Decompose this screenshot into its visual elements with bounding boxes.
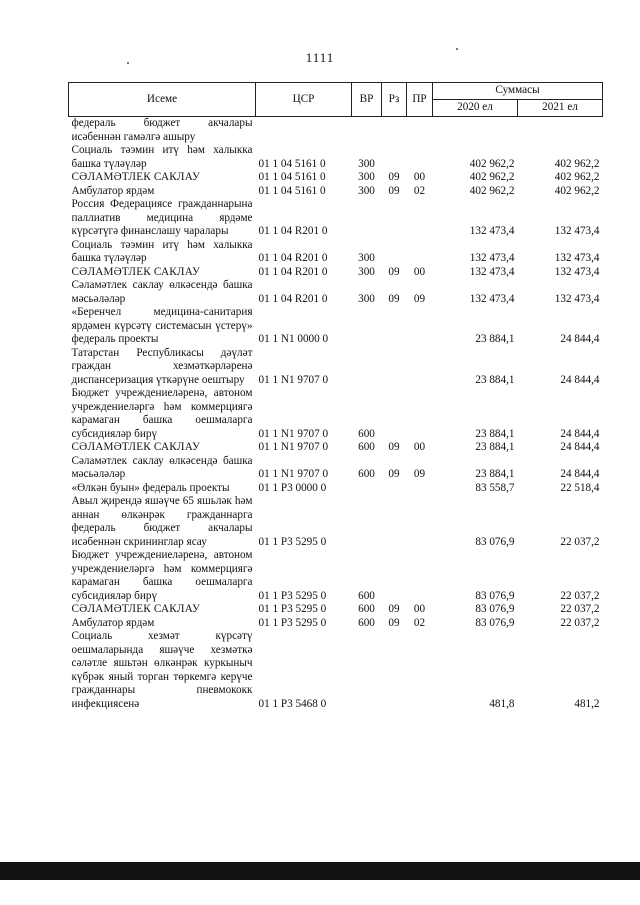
table-row [69, 630, 603, 711]
cell-2020: 481,8 [489, 697, 515, 710]
cell-pr [407, 495, 433, 549]
cell-2020 [433, 117, 518, 145]
cell-2020: 132 473,4 [469, 292, 515, 305]
cell-pr [407, 144, 433, 171]
cell-csr: 01 1 04 R201 0 [258, 252, 328, 264]
scan-bottom-bar [0, 862, 640, 880]
cell-name: СӘЛАМӘТЛЕК САКЛАУ [71, 171, 201, 183]
table-row [69, 455, 603, 482]
cell-rz: 09 [388, 441, 400, 453]
cell-csr: 01 1 04 R201 0 [258, 292, 328, 305]
cell-2021: 22 037,2 [560, 535, 600, 548]
cell-2020: 402 962,2 [469, 157, 515, 170]
cell-pr [407, 630, 433, 711]
cell-csr [256, 117, 352, 145]
cell-name: СӘЛАМӘТЛЕК САКЛАУ [71, 603, 201, 615]
cell-name: Социаль тәэмин итү һәм халыкка башка түләүләр [71, 144, 253, 170]
cell-2021: 22 037,2 [560, 616, 600, 629]
cell-vr: 600 [358, 468, 375, 480]
cell-2020: 83 076,9 [475, 616, 515, 629]
cell-name: Сәламәтлек саклау өлкәсендә башка мәсьәләләр [71, 454, 253, 480]
cell-2021: 22 037,2 [560, 589, 600, 602]
cell-name: СӘЛАМӘТЛЕК САКЛАУ [71, 265, 201, 278]
cell-2021: 24 844,4 [560, 373, 600, 386]
table-row [69, 117, 603, 145]
cell-rz [382, 549, 407, 603]
cell-csr: 01 1 04 5161 0 [258, 157, 326, 170]
table-row [69, 144, 603, 171]
cell-2021: 22 518,4 [560, 481, 600, 494]
table-row [69, 441, 603, 455]
cell-rz: 09 [388, 603, 400, 615]
table-row [69, 279, 603, 306]
cell-2021: 132 473,4 [554, 225, 600, 237]
table-row [69, 239, 603, 266]
cell-csr: 01 1 N1 9707 0 [258, 468, 329, 480]
cell-2021: 132 473,4 [554, 265, 600, 278]
cell-pr [407, 549, 433, 603]
cell-2020: 83 076,9 [475, 535, 515, 548]
cell-csr: 01 1 P3 5468 0 [258, 697, 327, 710]
cell-rz: 09 [388, 265, 400, 278]
cell-csr: 01 1 04 R201 0 [258, 265, 328, 278]
cell-pr: 02 [413, 184, 426, 197]
header-sums: Суммасы [433, 83, 603, 100]
cell-vr: 600 [358, 441, 375, 453]
table-row [69, 185, 603, 199]
cell-pr [407, 482, 433, 496]
cell-vr: 300 [358, 171, 375, 183]
cell-csr: 01 1 P3 5295 0 [258, 589, 327, 602]
header-year-2021: 2021 ел [518, 100, 603, 117]
cell-rz: 09 [388, 184, 400, 197]
table-row [69, 171, 603, 185]
cell-2020: 23 884,1 [475, 333, 515, 345]
cell-vr [352, 306, 382, 347]
cell-name: Россия Федерациясе гражданнарына паллиатив медицина ярдәме күрсәтүгә финанслашу чаралары [71, 198, 253, 237]
cell-pr: 00 [413, 265, 426, 278]
cell-csr: 01 1 N1 9707 0 [258, 427, 329, 440]
cell-pr [407, 387, 433, 441]
cell-2021: 481,2 [574, 697, 600, 710]
cell-2021 [518, 117, 603, 145]
cell-pr [407, 347, 433, 388]
table-row [69, 495, 603, 549]
cell-name: Сәламәтлек саклау өлкәсендә башка мәсьәләләр [71, 279, 253, 305]
cell-2021: 24 844,4 [560, 441, 600, 453]
cell-name: «Беренчел медицина-санитария ярдәмен күрсәтү системасын үстерү» федераль проекты [71, 306, 253, 345]
cell-vr: 600 [358, 603, 375, 615]
cell-vr: 600 [358, 589, 375, 602]
cell-rz [382, 482, 407, 496]
table-row [69, 306, 603, 347]
cell-pr: 09 [413, 468, 426, 480]
cell-name: федераль бюджет акчалары исәбеннән гамәлгә ашыру [71, 117, 253, 143]
cell-csr: 01 1 N1 9707 0 [258, 441, 329, 453]
cell-pr: 09 [413, 292, 426, 305]
cell-name: Социаль хезмәт күрсәтү оешмаларында яшәүче хезмәткә сәләтле яшьтән өлкәнрәк куркыныч күбрәк яный торган төркемгә керүче гражданнары пневмококк инфекциясенә [71, 630, 253, 710]
cell-2021: 402 962,2 [554, 157, 600, 170]
cell-rz [382, 144, 407, 171]
cell-csr: 01 1 P3 0000 0 [258, 481, 327, 494]
table-row [69, 347, 603, 388]
cell-2020: 23 884,1 [475, 427, 515, 440]
table-row [69, 549, 603, 603]
cell-csr: 01 1 N1 0000 0 [258, 333, 329, 345]
cell-2020: 402 962,2 [469, 171, 515, 183]
cell-vr [352, 347, 382, 388]
cell-csr: 01 1 P3 5295 0 [258, 603, 327, 615]
cell-rz [382, 306, 407, 347]
cell-vr [352, 482, 382, 496]
cell-vr: 300 [358, 265, 375, 278]
cell-name: Амбулатор ярдәм [71, 184, 155, 197]
cell-name: Бюджет учреждениеләренә, автоном учреждениеләргә һәм коммерциягә карамаган башка оешмаларга субсидияләр бирү [71, 549, 253, 602]
cell-rz [382, 347, 407, 388]
header-rz: Рз [382, 83, 407, 117]
table-row [69, 482, 603, 496]
cell-pr: 00 [413, 171, 426, 183]
header-vr: ВР [352, 83, 382, 117]
cell-vr: 600 [358, 427, 375, 440]
cell-2021: 402 962,2 [554, 184, 600, 197]
table-row [69, 198, 603, 239]
cell-2021: 24 844,4 [560, 468, 600, 480]
table-row [69, 617, 603, 631]
cell-name: «Өлкән буын» федераль проекты [71, 481, 230, 494]
cell-2020: 23 884,1 [475, 441, 515, 453]
cell-csr: 01 1 04 5161 0 [258, 171, 326, 183]
table-row [69, 603, 603, 617]
cell-rz [382, 387, 407, 441]
cell-vr [352, 117, 382, 145]
page-number: 1111 [305, 50, 335, 65]
cell-rz [382, 630, 407, 711]
cell-2021: 402 962,2 [554, 171, 600, 183]
cell-pr: 02 [413, 616, 426, 629]
cell-2021: 22 037,2 [560, 603, 600, 615]
budget-table [68, 82, 603, 711]
cell-vr: 300 [358, 252, 375, 264]
cell-rz [382, 239, 407, 266]
cell-2020: 132 473,4 [469, 265, 515, 278]
cell-vr: 300 [358, 292, 375, 305]
cell-csr: 01 1 N1 9707 0 [258, 373, 329, 386]
cell-2020: 132 473,4 [469, 225, 515, 237]
cell-pr [407, 239, 433, 266]
scan-speck [127, 62, 129, 64]
cell-pr [407, 198, 433, 239]
table-row [69, 266, 603, 280]
header-csr: ЦСР [256, 83, 352, 117]
cell-pr [407, 306, 433, 347]
cell-csr: 01 1 04 R201 0 [258, 225, 328, 237]
cell-2020: 23 884,1 [475, 468, 515, 480]
cell-rz: 09 [388, 292, 400, 305]
cell-2020: 402 962,2 [469, 184, 515, 197]
cell-pr [407, 117, 433, 145]
cell-2020: 83 558,7 [475, 481, 515, 494]
cell-csr: 01 1 04 5161 0 [258, 184, 326, 197]
cell-vr: 300 [358, 157, 375, 170]
cell-2021: 132 473,4 [554, 292, 600, 305]
cell-name: Авыл җирендә яшәүче 65 яшьләк һәм аннан өлкәнрәк гражданнарга федераль бюджет акчалары исәбеннән скрининглар ясау [71, 495, 253, 548]
header-year-2020: 2020 ел [433, 100, 518, 117]
cell-pr: 00 [413, 603, 426, 615]
cell-rz [382, 198, 407, 239]
cell-rz: 09 [388, 616, 400, 629]
cell-name: Социаль тәэмин итү һәм халыкка башка түләүләр [71, 238, 253, 264]
table-row [69, 387, 603, 441]
cell-vr [352, 198, 382, 239]
cell-pr: 00 [413, 441, 426, 453]
cell-2021: 132 473,4 [554, 252, 600, 264]
cell-name: Бюджет учреждениеләренә, автоном учреждениеләргә һәм коммерциягә карамаган башка оешмаларга субсидияләр бирү [71, 387, 253, 440]
cell-2020: 83 076,9 [475, 589, 515, 602]
cell-rz: 09 [388, 468, 400, 480]
cell-vr: 300 [358, 184, 375, 197]
table-header [69, 83, 603, 117]
cell-2020: 23 884,1 [475, 373, 515, 386]
cell-2020: 132 473,4 [469, 252, 515, 264]
table-body [69, 117, 603, 712]
cell-name: Татарстан Республикасы дәүләт граждан хезмәткәрләренә диспансеризация үткәрүне оештыру [71, 346, 253, 386]
cell-rz: 09 [388, 171, 400, 183]
cell-vr [352, 495, 382, 549]
scan-speck [456, 48, 458, 50]
header-pr: ПР [407, 83, 433, 117]
cell-csr: 01 1 P3 5295 0 [258, 535, 327, 548]
header-name: Исеме [69, 83, 256, 117]
cell-2020: 83 076,9 [475, 603, 515, 615]
cell-rz [382, 495, 407, 549]
cell-2021: 24 844,4 [560, 333, 600, 345]
cell-csr: 01 1 P3 5295 0 [258, 616, 327, 629]
cell-vr [352, 630, 382, 711]
cell-2021: 24 844,4 [560, 427, 600, 440]
cell-name: Амбулатор ярдәм [71, 616, 155, 629]
cell-name: СӘЛАМӘТЛЕК САКЛАУ [71, 441, 201, 453]
cell-rz [382, 117, 407, 145]
cell-vr: 600 [358, 616, 375, 629]
